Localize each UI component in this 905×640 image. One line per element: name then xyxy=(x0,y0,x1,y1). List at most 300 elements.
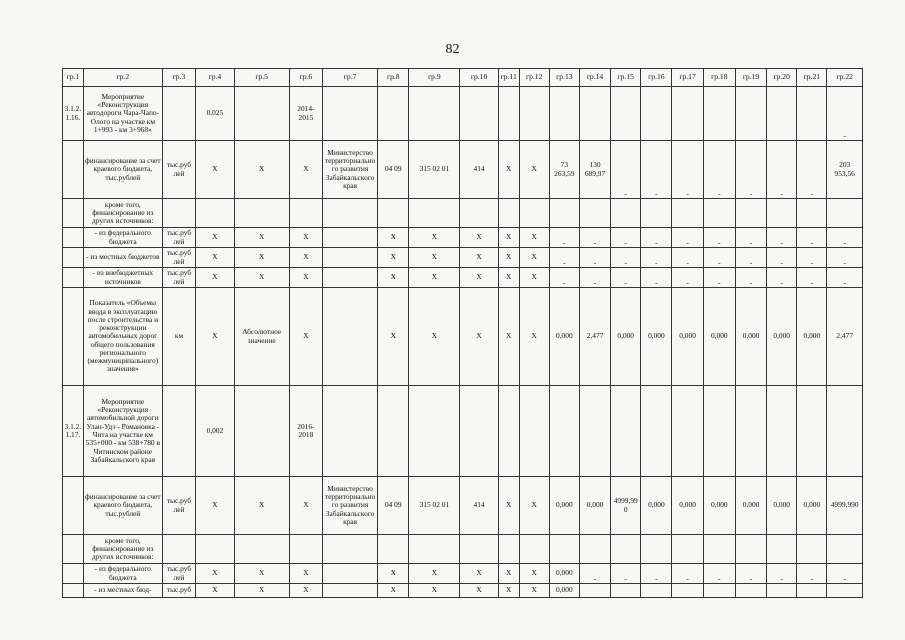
table-cell xyxy=(797,199,827,228)
table-cell xyxy=(703,386,735,477)
table-cell: 130 689,97 xyxy=(579,141,610,199)
table-cell xyxy=(323,268,378,288)
table-cell: Х xyxy=(289,268,322,288)
table-cell xyxy=(672,87,703,141)
table-cell xyxy=(579,199,610,228)
column-header: гр.11 xyxy=(498,69,519,87)
column-header: гр.8 xyxy=(378,69,409,87)
table-cell xyxy=(519,199,549,228)
table-cell xyxy=(672,584,703,598)
table-cell xyxy=(767,386,797,477)
table-cell: - из местных бюд- xyxy=(83,584,162,598)
table-cell xyxy=(767,535,797,564)
table-row xyxy=(63,199,863,228)
table-cell xyxy=(611,199,641,228)
table-cell xyxy=(289,199,322,228)
table-cell: тыс.руб лей xyxy=(162,477,195,535)
table-cell: Министерство территориального развития Забайкальского края xyxy=(323,141,378,199)
table-cell xyxy=(63,288,84,386)
table-cell: тыс.руб xyxy=(162,584,195,598)
table-cell: 0,000 xyxy=(549,564,579,584)
table-cell: - xyxy=(703,228,735,248)
table-cell: 0,000 xyxy=(672,477,703,535)
column-header: гр.21 xyxy=(797,69,827,87)
table-cell: 414 xyxy=(460,141,498,199)
table-cell: 3.1.2.1.17. xyxy=(63,386,84,477)
table-cell xyxy=(162,199,195,228)
table-cell xyxy=(579,87,610,141)
table-cell xyxy=(234,535,289,564)
table-cell: - xyxy=(641,248,672,268)
table-cell xyxy=(797,87,827,141)
table-row xyxy=(63,584,863,598)
table-cell: Х xyxy=(498,228,519,248)
table-cell: Х xyxy=(289,584,322,598)
table-cell xyxy=(703,199,735,228)
table-cell: 2014-2015 xyxy=(289,87,322,141)
table-cell xyxy=(735,199,766,228)
table-cell xyxy=(549,535,579,564)
column-header: гр.2 xyxy=(83,69,162,87)
table-cell: - xyxy=(735,564,766,584)
table-cell xyxy=(378,199,409,228)
column-header: гр.10 xyxy=(460,69,498,87)
table-cell xyxy=(63,268,84,288)
table-cell xyxy=(460,386,498,477)
table-cell: 2,477 xyxy=(827,288,863,386)
table-cell: - xyxy=(703,268,735,288)
table-cell: - xyxy=(579,228,610,248)
table-cell: Х xyxy=(519,288,549,386)
table-cell: Х xyxy=(196,584,234,598)
table-cell: Х xyxy=(378,248,409,268)
table-header-row xyxy=(63,69,863,87)
table-cell: Х xyxy=(519,228,549,248)
table-cell: 0,000 xyxy=(735,477,766,535)
table-cell xyxy=(611,386,641,477)
table-cell: 0,000 xyxy=(797,477,827,535)
table-cell xyxy=(378,386,409,477)
table-cell: - xyxy=(579,268,610,288)
table-cell xyxy=(409,535,460,564)
table-cell xyxy=(63,564,84,584)
table-cell xyxy=(827,535,863,564)
table-cell: Х xyxy=(196,268,234,288)
column-header: гр.15 xyxy=(611,69,641,87)
column-header: гр.20 xyxy=(767,69,797,87)
table-cell: 04 09 xyxy=(378,141,409,199)
table-cell: - xyxy=(672,141,703,199)
table-cell: - из федерального бюджета xyxy=(83,228,162,248)
table-cell xyxy=(641,535,672,564)
table-cell: Х xyxy=(234,584,289,598)
table-row xyxy=(63,141,863,199)
table-cell: 0,000 xyxy=(549,477,579,535)
table-cell: Х xyxy=(378,268,409,288)
table-cell xyxy=(735,535,766,564)
table-cell: Х xyxy=(289,288,322,386)
table-cell: Х xyxy=(378,288,409,386)
table-cell: Х xyxy=(519,268,549,288)
table-cell: - xyxy=(672,228,703,248)
table-cell xyxy=(735,87,766,141)
table-cell xyxy=(234,386,289,477)
table-cell: - xyxy=(767,228,797,248)
table-cell xyxy=(703,584,735,598)
table-cell: - xyxy=(703,141,735,199)
table-cell: - из местных бюджетов xyxy=(83,248,162,268)
table-cell xyxy=(63,199,84,228)
table-cell: - xyxy=(611,268,641,288)
table-cell: - xyxy=(827,248,863,268)
table-row xyxy=(63,477,863,535)
table-cell: Х xyxy=(409,248,460,268)
page-number: 82 xyxy=(445,42,460,57)
table-cell: - xyxy=(797,564,827,584)
column-header: гр.3 xyxy=(162,69,195,87)
table-cell: - xyxy=(797,248,827,268)
table-cell: 3.1.2.1.16. xyxy=(63,87,84,141)
table-cell xyxy=(234,199,289,228)
table-cell: Х xyxy=(234,477,289,535)
table-cell: Х xyxy=(460,564,498,584)
table-cell xyxy=(323,535,378,564)
table-cell: - xyxy=(827,268,863,288)
table-cell: 0,002 xyxy=(196,386,234,477)
table-cell: 0,000 xyxy=(735,288,766,386)
table-cell: 4999,990 xyxy=(611,477,641,535)
column-header: гр.4 xyxy=(196,69,234,87)
table-cell xyxy=(498,535,519,564)
table-cell xyxy=(498,87,519,141)
table-row xyxy=(63,535,863,564)
table-cell: - xyxy=(735,248,766,268)
table-cell: - из внебюджетных источников xyxy=(83,268,162,288)
table-cell: 0,000 xyxy=(549,288,579,386)
table-cell: - xyxy=(641,564,672,584)
column-header: гр.22 xyxy=(827,69,863,87)
table-cell xyxy=(409,386,460,477)
table-cell: Х xyxy=(519,141,549,199)
table-cell xyxy=(641,584,672,598)
table-cell: - xyxy=(579,564,610,584)
table-cell xyxy=(63,248,84,268)
table-cell xyxy=(460,199,498,228)
table-cell xyxy=(378,87,409,141)
table-row xyxy=(63,87,863,141)
table-cell: 203 953,56 xyxy=(827,141,863,199)
table-cell: - xyxy=(703,248,735,268)
table-cell: - из федерального бюджета xyxy=(83,564,162,584)
table-cell: 2016-2018 xyxy=(289,386,322,477)
table-cell xyxy=(196,199,234,228)
table-cell xyxy=(611,584,641,598)
column-header: гр.18 xyxy=(703,69,735,87)
table-cell: Х xyxy=(460,228,498,248)
table-cell xyxy=(323,248,378,268)
table-row xyxy=(63,268,863,288)
table-row xyxy=(63,248,863,268)
table-cell xyxy=(460,535,498,564)
table-cell: Х xyxy=(196,564,234,584)
table-cell: тыс.руб лей xyxy=(162,228,195,248)
column-header: гр.14 xyxy=(579,69,610,87)
table-cell: Х xyxy=(234,248,289,268)
table-cell: Х xyxy=(409,564,460,584)
table-cell: Х xyxy=(519,564,549,584)
table-cell xyxy=(63,228,84,248)
table-cell: Министерство территориального развития Забайкальского края xyxy=(323,477,378,535)
table-cell xyxy=(827,199,863,228)
table-cell xyxy=(234,87,289,141)
table-cell xyxy=(63,584,84,598)
table-cell: Мероприятие «Реконструкция автодороги Чара-Чапо-Ологo на участке км 1+993 - км 3+968» xyxy=(83,87,162,141)
table-cell: 0,000 xyxy=(767,477,797,535)
program-table xyxy=(62,68,863,598)
table-cell: Х xyxy=(409,288,460,386)
table-cell: Х xyxy=(460,584,498,598)
table-cell: Х xyxy=(498,564,519,584)
table-cell: Х xyxy=(498,141,519,199)
table-cell: - xyxy=(549,248,579,268)
table-cell: Х xyxy=(498,268,519,288)
table-cell: 0,000 xyxy=(767,288,797,386)
column-header: гр.7 xyxy=(323,69,378,87)
table-cell: кроме того, финансирование из других источников: xyxy=(83,199,162,228)
table-cell xyxy=(409,199,460,228)
column-header: гр.12 xyxy=(519,69,549,87)
table-cell: - xyxy=(672,268,703,288)
table-cell: Х xyxy=(289,477,322,535)
table-cell: тыс.руб лей xyxy=(162,268,195,288)
table-cell xyxy=(767,584,797,598)
table-cell xyxy=(767,87,797,141)
table-cell xyxy=(672,199,703,228)
table-cell xyxy=(323,199,378,228)
table-cell: Х xyxy=(196,248,234,268)
table-cell xyxy=(323,288,378,386)
table-cell xyxy=(162,87,195,141)
table-cell: финансирование за счет краевого бюджета, тыс.рублей xyxy=(83,477,162,535)
table-cell: 0,025 xyxy=(196,87,234,141)
table-cell xyxy=(63,535,84,564)
table-cell xyxy=(460,87,498,141)
table-cell xyxy=(579,584,610,598)
table-cell: 414 xyxy=(460,477,498,535)
table-cell: Х xyxy=(409,228,460,248)
table-cell xyxy=(767,199,797,228)
table-cell: - xyxy=(767,248,797,268)
column-header: гр.19 xyxy=(735,69,766,87)
table-cell: Х xyxy=(289,248,322,268)
table-cell xyxy=(641,386,672,477)
table-cell: Х xyxy=(196,477,234,535)
table-cell: 0,000 xyxy=(611,288,641,386)
table-cell: Х xyxy=(519,248,549,268)
table-cell: Х xyxy=(196,228,234,248)
table-cell: тыс.руб лей xyxy=(162,564,195,584)
table-cell: Х xyxy=(519,477,549,535)
table-cell: Х xyxy=(409,584,460,598)
table-cell xyxy=(63,141,84,199)
table-cell: 0,000 xyxy=(797,288,827,386)
table-cell: Абсолютное значение xyxy=(234,288,289,386)
table-cell xyxy=(703,87,735,141)
table-cell xyxy=(579,386,610,477)
table-cell xyxy=(827,584,863,598)
table-cell xyxy=(323,584,378,598)
table-cell: - xyxy=(641,141,672,199)
table-cell: 0,000 xyxy=(549,584,579,598)
table-cell: - xyxy=(735,268,766,288)
table-cell: Х xyxy=(460,288,498,386)
table-cell: Х xyxy=(289,564,322,584)
table-cell: тыс.руб лей xyxy=(162,248,195,268)
table-cell: - xyxy=(549,268,579,288)
table-cell xyxy=(498,386,519,477)
table-cell: - xyxy=(767,564,797,584)
table-cell: Х xyxy=(196,288,234,386)
table-cell: Х xyxy=(289,141,322,199)
table-cell: Х xyxy=(460,248,498,268)
table-cell xyxy=(196,535,234,564)
table-cell xyxy=(579,535,610,564)
table-cell xyxy=(162,386,195,477)
table-cell xyxy=(797,386,827,477)
column-header: гр.5 xyxy=(234,69,289,87)
column-header: гр.1 xyxy=(63,69,84,87)
table-cell xyxy=(735,584,766,598)
table-cell: Х xyxy=(378,228,409,248)
column-header: гр.16 xyxy=(641,69,672,87)
table-cell: Х xyxy=(234,268,289,288)
table-cell xyxy=(409,87,460,141)
table-cell: - xyxy=(611,248,641,268)
table-cell: Х xyxy=(498,288,519,386)
table-cell: Х xyxy=(460,268,498,288)
table-cell xyxy=(63,477,84,535)
table-cell: Х xyxy=(234,141,289,199)
table-cell: - xyxy=(767,268,797,288)
table-cell: Х xyxy=(519,584,549,598)
table-cell xyxy=(611,535,641,564)
table-cell: - xyxy=(797,228,827,248)
table-cell: Мероприятие «Реконструкция автомобильной дороги Улан-Удэ - Романовка - Чита на участке км 535+000 - км 538+780 в Читинском районе Забайкальского края xyxy=(83,386,162,477)
table-cell xyxy=(519,535,549,564)
table-cell: 315 02 01 xyxy=(409,477,460,535)
table-cell xyxy=(289,535,322,564)
table-cell: тыс.руб лей xyxy=(162,141,195,199)
table-cell xyxy=(703,535,735,564)
table-cell xyxy=(323,228,378,248)
table-row xyxy=(63,288,863,386)
table-cell xyxy=(549,199,579,228)
table-cell: - xyxy=(611,228,641,248)
table-cell xyxy=(519,386,549,477)
table-cell: - xyxy=(611,564,641,584)
table-cell: финансирование за счет краевого бюджета, тыс.рублей xyxy=(83,141,162,199)
table-cell xyxy=(641,87,672,141)
column-header: гр.13 xyxy=(549,69,579,87)
table-cell: - xyxy=(672,248,703,268)
table-cell: км xyxy=(162,288,195,386)
table-cell: - xyxy=(611,141,641,199)
table-cell: - xyxy=(797,141,827,199)
table-row xyxy=(63,228,863,248)
table-cell: Х xyxy=(498,584,519,598)
table-cell: - xyxy=(672,564,703,584)
table-cell: 0,000 xyxy=(672,288,703,386)
table-cell xyxy=(323,87,378,141)
table-cell: - xyxy=(827,87,863,141)
table-cell xyxy=(519,87,549,141)
table-cell xyxy=(549,386,579,477)
table-cell: 0,000 xyxy=(579,477,610,535)
table-cell xyxy=(827,386,863,477)
table-cell: - xyxy=(827,564,863,584)
table-cell: 315 02 01 xyxy=(409,141,460,199)
column-header: гр.9 xyxy=(409,69,460,87)
table-cell xyxy=(378,535,409,564)
table-row xyxy=(63,386,863,477)
table-cell: Х xyxy=(409,268,460,288)
table-cell: 2,477 xyxy=(579,288,610,386)
table-cell: 0,000 xyxy=(703,477,735,535)
table-cell: - xyxy=(641,228,672,248)
table-cell: Х xyxy=(498,477,519,535)
table-cell: - xyxy=(827,228,863,248)
table-cell xyxy=(498,199,519,228)
table-cell xyxy=(611,87,641,141)
table-cell xyxy=(672,535,703,564)
table-cell: 0,000 xyxy=(641,477,672,535)
table-cell: Х xyxy=(289,228,322,248)
table-cell: 73 263,59 xyxy=(549,141,579,199)
table-cell: - xyxy=(735,228,766,248)
table-cell xyxy=(549,87,579,141)
table-cell: 4999,990 xyxy=(827,477,863,535)
table-cell xyxy=(162,535,195,564)
table-cell xyxy=(797,535,827,564)
table-cell: - xyxy=(703,564,735,584)
table-cell xyxy=(735,386,766,477)
table-cell xyxy=(672,386,703,477)
table-cell xyxy=(323,564,378,584)
table-cell: кроме того, финансирование из других источников: xyxy=(83,535,162,564)
table-cell: Х xyxy=(234,228,289,248)
table-cell: Показатель «Объемы ввода в эксплуатацию после строительства и реконструкции автомобильных дорог общего пользования регионального (межмуниципального) значения» xyxy=(83,288,162,386)
table-cell: Х xyxy=(196,141,234,199)
table-row xyxy=(63,564,863,584)
table-cell: 04 09 xyxy=(378,477,409,535)
table-cell: - xyxy=(641,268,672,288)
table-cell xyxy=(323,386,378,477)
table-cell: 0,000 xyxy=(641,288,672,386)
table-cell: 0,000 xyxy=(703,288,735,386)
table-cell xyxy=(797,584,827,598)
table-cell: Х xyxy=(234,564,289,584)
table-cell: - xyxy=(767,141,797,199)
table-cell: - xyxy=(579,248,610,268)
table-cell: - xyxy=(549,228,579,248)
column-header: гр.17 xyxy=(672,69,703,87)
table-cell xyxy=(641,199,672,228)
table-cell: Х xyxy=(378,564,409,584)
table-cell: Х xyxy=(498,248,519,268)
column-header: гр.6 xyxy=(289,69,322,87)
table-cell: - xyxy=(735,141,766,199)
table-cell: Х xyxy=(378,584,409,598)
